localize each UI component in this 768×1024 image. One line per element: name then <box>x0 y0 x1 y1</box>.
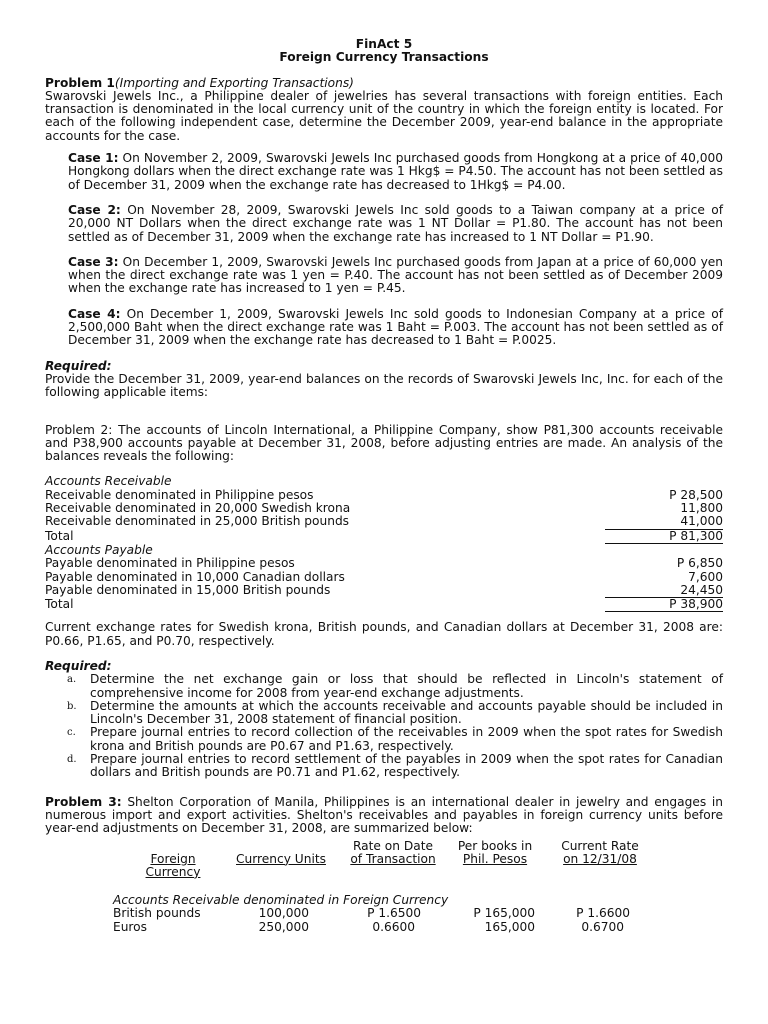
case-2-text: On November 28, 2009, Swarovski Jewels Inc sold goods to a Taiwan company at a price of 20,000 NT Dollars when the direct exchange rate was 1 NT Dollar = P1.80. The account has not been settled as of December 31, 2009 when the exchange rate has increased to 1 NT Dollar = P1.90. <box>68 202 723 244</box>
row-current: 0.6700 <box>581 919 624 934</box>
required-item-text: Prepare journal entries to record settlement of the payables in 2009 when the spot rates for Canadian dollars and British pounds are P0.71 and P1.62, respectively. <box>90 752 723 780</box>
case-2-label: Case 2: <box>68 202 121 217</box>
row-currency: Euros <box>113 919 147 934</box>
document-title: FinAct 5 <box>355 37 413 51</box>
ar-total-row <box>45 530 723 544</box>
case-1 <box>68 152 723 192</box>
problem1-required-text: Provide the December 31, 2009, year-end balances on the records of Swarovski Jewels Inc, Inc. for each of the following applicable items: <box>45 371 723 400</box>
ar-total-amount: P 81,300 <box>605 530 723 544</box>
ap-row <box>45 557 723 570</box>
required-item-letter: a. <box>67 674 77 686</box>
required-item <box>45 753 723 780</box>
problem2-intro: Problem 2: The accounts of Lincoln International, a Philippine Company, show P81,300 accounts receivable and P38,900 accounts payable at December 31, 2008, before adjusting entries are made. An analysis of the balances reveals the following: <box>45 422 723 464</box>
problem1-required-label: Required: <box>45 358 112 373</box>
ap-total-row <box>45 598 723 612</box>
case-2 <box>68 204 723 244</box>
row-units: 100,000 <box>258 905 309 920</box>
row-currency: British pounds <box>113 905 201 920</box>
ar-total-label: Total <box>45 528 74 543</box>
document-page <box>45 38 723 958</box>
ap-total-label: Total <box>45 597 74 612</box>
required-item-text: Determine the amounts at which the accounts receivable and accounts payable should be included in Lincoln's December 31, 2008 statement of financial position. <box>90 698 723 727</box>
ap-row <box>45 584 723 598</box>
row-units: 250,000 <box>258 919 309 934</box>
ap-heading: Accounts Payable <box>45 542 153 557</box>
ar-row-amount: P 28,500 <box>669 487 723 502</box>
col-header-current-rate: Current Rate on 12/31/08 <box>561 838 639 866</box>
required-item <box>45 700 723 727</box>
row-rate: 0.6600 <box>372 919 415 934</box>
ap-row-label: Payable denominated in 15,000 British pounds <box>45 582 331 597</box>
ar-row <box>45 515 723 529</box>
ar-row-label: Receivable denominated in 25,000 British pounds <box>45 514 350 529</box>
problem1-heading <box>45 77 723 90</box>
ar-row <box>45 489 723 502</box>
problem1-topic: (Importing and Exporting Transactions) <box>114 75 354 90</box>
ar-row-amount: 11,800 <box>680 501 723 516</box>
problem1-label: Problem 1 <box>45 75 115 90</box>
problem2-required-label: Required: <box>45 658 112 673</box>
col-header-per-books: Per books in Phil. Pesos <box>457 838 533 866</box>
ap-row-amount: 24,450 <box>605 584 723 598</box>
required-item-text: Determine the net exchange gain or loss that should be reflected in Lincoln's statement of comprehensive income for 2008 from year-end exchange adjustments. <box>90 672 723 700</box>
case-3 <box>68 256 723 296</box>
col-header-currency-units: Currency Units <box>236 851 326 866</box>
document-subtitle: Foreign Currency Transactions <box>279 50 489 65</box>
case-3-text: On December 1, 2009, Swarovski Jewels Inc purchased goods from Japan at a price of 60,000 yen when the direct exchange rate was 1 yen = P.40. The account has not been settled as of December 2009 when the exchange rate has increased to 1 yen = P.45. <box>68 254 723 296</box>
case-4 <box>68 308 723 348</box>
ap-row-amount: P 6,850 <box>676 556 723 571</box>
ap-row-label: Payable denominated in 10,000 Canadian dollars <box>45 569 345 584</box>
row-rate: P 1.6500 <box>367 905 421 920</box>
problem1-intro: Swarovski Jewels Inc., a Philippine dealer of jewelries has several transactions with foreign entities. Each transaction is denominated in the local currency unit of the country in which the foreign entity is located. For each of the following independent case, determine the December 2009, year-end balance in the appropriate accounts for the case. <box>45 88 723 143</box>
ap-row-label: Payable denominated in Philippine pesos <box>45 556 295 571</box>
required-item <box>45 673 723 700</box>
required-item-letter: c. <box>67 727 76 739</box>
required-item-letter: b. <box>67 700 77 712</box>
case-4-text: On December 1, 2009, Swarovski Jewels Inc sold goods to Indonesian Company at a price of 2,500,000 Baht when the direct exchange rate was 1 Baht = P.003. The account has not been settled as of December 31, 2009 when the exchange rate has decreased to 1 Baht = P.0025. <box>68 306 724 348</box>
problem2-rates-text: Current exchange rates for Swedish krona, British pounds, and Canadian dollars at December 31, 2008 are: P0.66, P1.65, and P0.70, respectively. <box>45 620 723 648</box>
problem3-text: Shelton Corporation of Manila, Philippines is an international dealer in jewelry and engages in numerous import and export activities. Shelton's receivables and payables in foreign currency units before year-end adjustments on December 31, 2008, are summarized below: <box>45 794 724 836</box>
required-item-text: Prepare journal entries to record collection of the receivables in 2009 when the spot rates for Swedish krona and British pounds are P0.67 and P1.63, respectively. <box>90 725 723 753</box>
ar-row-label: Receivable denominated in Philippine pesos <box>45 487 314 502</box>
ar-row-amount: 41,000 <box>605 515 723 529</box>
col-header-foreign-currency: Foreign Currency <box>145 851 201 879</box>
row-current: P 1.6600 <box>576 905 630 920</box>
problem3-label: Problem 3: <box>45 794 122 809</box>
ar-heading: Accounts Receivable <box>45 474 172 489</box>
case-1-label: Case 1: <box>68 151 119 166</box>
case-4-label: Case 4: <box>68 306 121 321</box>
ar-row <box>45 502 723 515</box>
case-1-text: On November 2, 2009, Swarovski Jewels Inc purchased goods from Hongkong at a price of 40,000 Hongkong dollars when the direct exchange rate was 1 Hkg$ = P4.50. The account has not been settled as of December 31, 2009 when the exchange rate has decreased to 1Hkg$ = P4.00. <box>68 151 723 192</box>
ar-row-label: Receivable denominated in 20,000 Swedish krona <box>45 501 351 516</box>
col-header-rate-on-date: Rate on Date of Transaction <box>350 838 436 866</box>
row-books: P 165,000 <box>473 905 535 920</box>
problem2-required-list <box>45 673 723 779</box>
ap-row <box>45 571 723 584</box>
problem3-intro <box>45 796 723 836</box>
ap-row-amount: 7,600 <box>688 569 723 584</box>
row-books: 165,000 <box>484 919 535 934</box>
section-heading: Accounts Receivable denominated in Foreign Currency <box>113 892 449 907</box>
ap-total-amount: P 38,900 <box>605 598 723 612</box>
required-item <box>45 726 723 753</box>
case-3-label: Case 3: <box>68 254 119 269</box>
required-item-letter: d. <box>67 754 77 766</box>
problem3-table <box>45 838 723 958</box>
